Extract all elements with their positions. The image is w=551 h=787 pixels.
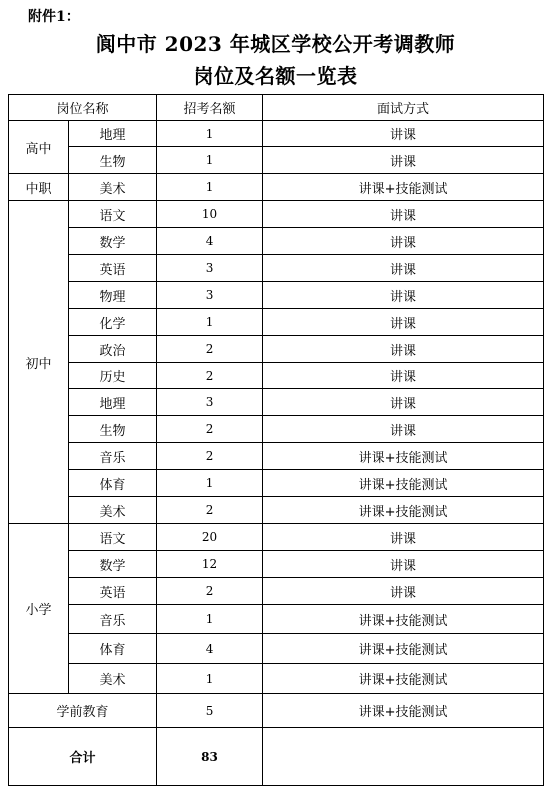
- method-cell: 讲课: [263, 416, 544, 443]
- quota-cell: 12: [157, 551, 263, 578]
- table-row: [9, 363, 544, 389]
- subject-cell: 数学: [69, 228, 157, 255]
- method-cell: 讲课+技能测试: [263, 605, 544, 634]
- subject-cell: 体育: [69, 470, 157, 497]
- method-cell: 讲课: [263, 255, 544, 282]
- quota-cell: 2: [157, 497, 263, 524]
- level-cell: 小学: [9, 524, 69, 694]
- table-body: [9, 121, 544, 786]
- quota-cell: 1: [157, 309, 263, 336]
- subject-cell: 生物: [69, 416, 157, 443]
- quota-cell: 4: [157, 634, 263, 664]
- table-row: [9, 201, 544, 228]
- subject-cell: 体育: [69, 634, 157, 664]
- table-row: [9, 443, 544, 470]
- table-row: [9, 336, 544, 363]
- method-cell: 讲课: [263, 228, 544, 255]
- quota-cell: 2: [157, 416, 263, 443]
- table-row: [9, 228, 544, 255]
- method-cell: 讲课: [263, 524, 544, 551]
- table-header-row: [9, 95, 544, 121]
- method-cell: 讲课+技能测试: [263, 470, 544, 497]
- document-title-line1: 阆中市 2023 年城区学校公开考调教师: [95, 32, 456, 56]
- method-cell: 讲课: [263, 121, 544, 147]
- level-cell: 中职: [9, 174, 69, 201]
- subject-cell: 语文: [69, 201, 157, 228]
- method-cell: 讲课+技能测试: [263, 664, 544, 694]
- level-cell: 高中: [9, 121, 69, 174]
- method-cell: 讲课: [263, 309, 544, 336]
- method-cell: 讲课: [263, 389, 544, 416]
- quota-cell: 3: [157, 282, 263, 309]
- method-cell: 讲课+技能测试: [263, 174, 544, 201]
- quota-cell: 1: [157, 664, 263, 694]
- quota-cell: 2: [157, 336, 263, 363]
- quota-cell: 10: [157, 201, 263, 228]
- quota-cell: 2: [157, 363, 263, 389]
- subject-cell: 数学: [69, 551, 157, 578]
- preschool-quota: 5: [157, 694, 263, 728]
- preschool-method: 讲课+技能测试: [263, 694, 544, 728]
- subject-cell: 地理: [69, 389, 157, 416]
- table-row: [9, 551, 544, 578]
- subject-cell: 地理: [69, 121, 157, 147]
- table-row: [9, 255, 544, 282]
- preschool-label: 学前教育: [9, 694, 157, 728]
- quota-cell: 1: [157, 174, 263, 201]
- method-cell: 讲课: [263, 578, 544, 605]
- table-row: [9, 282, 544, 309]
- quota-cell: 1: [157, 470, 263, 497]
- header-method: 面试方式: [263, 95, 544, 121]
- quota-cell: 2: [157, 578, 263, 605]
- subject-cell: 政治: [69, 336, 157, 363]
- method-cell: 讲课+技能测试: [263, 497, 544, 524]
- subject-cell: 物理: [69, 282, 157, 309]
- subject-cell: 美术: [69, 497, 157, 524]
- quota-cell: 4: [157, 228, 263, 255]
- table-row: [9, 309, 544, 336]
- method-cell: 讲课: [263, 363, 544, 389]
- subject-cell: 化学: [69, 309, 157, 336]
- method-cell: 讲课: [263, 551, 544, 578]
- document-title-line2: 岗位及名额一览表: [193, 64, 358, 88]
- quota-cell: 3: [157, 255, 263, 282]
- table-row: [9, 664, 544, 694]
- subject-cell: 历史: [69, 363, 157, 389]
- subject-cell: 美术: [69, 174, 157, 201]
- level-cell: 初中: [9, 201, 69, 524]
- table-row: [9, 389, 544, 416]
- total-method: [263, 728, 544, 786]
- preschool-row: [9, 694, 544, 728]
- quota-cell: 1: [157, 121, 263, 147]
- quota-cell: 1: [157, 147, 263, 174]
- quota-cell: 2: [157, 443, 263, 470]
- subject-cell: 语文: [69, 524, 157, 551]
- table-row: [9, 416, 544, 443]
- attachment-label: 附件1：: [28, 9, 80, 25]
- subject-cell: 英语: [69, 255, 157, 282]
- table-row: [9, 470, 544, 497]
- quota-cell: 3: [157, 389, 263, 416]
- subject-cell: 音乐: [69, 605, 157, 634]
- table-row: [9, 605, 544, 634]
- table-row: [9, 147, 544, 174]
- table-row: [9, 578, 544, 605]
- subject-cell: 英语: [69, 578, 157, 605]
- table-row: [9, 121, 544, 147]
- header-quota: 招考名额: [157, 95, 263, 121]
- total-row: [9, 728, 544, 786]
- subject-cell: 生物: [69, 147, 157, 174]
- subject-cell: 音乐: [69, 443, 157, 470]
- method-cell: 讲课: [263, 147, 544, 174]
- method-cell: 讲课: [263, 201, 544, 228]
- method-cell: 讲课: [263, 336, 544, 363]
- method-cell: 讲课: [263, 282, 544, 309]
- table-row: [9, 497, 544, 524]
- quota-table: [8, 94, 544, 786]
- subject-cell: 美术: [69, 664, 157, 694]
- quota-cell: 20: [157, 524, 263, 551]
- total-quota: 83: [157, 728, 263, 786]
- quota-cell: 1: [157, 605, 263, 634]
- table-row: [9, 634, 544, 664]
- method-cell: 讲课+技能测试: [263, 634, 544, 664]
- table-row: [9, 174, 544, 201]
- total-label: 合计: [9, 728, 157, 786]
- table-row: [9, 524, 544, 551]
- header-position: 岗位名称: [9, 95, 157, 121]
- method-cell: 讲课+技能测试: [263, 443, 544, 470]
